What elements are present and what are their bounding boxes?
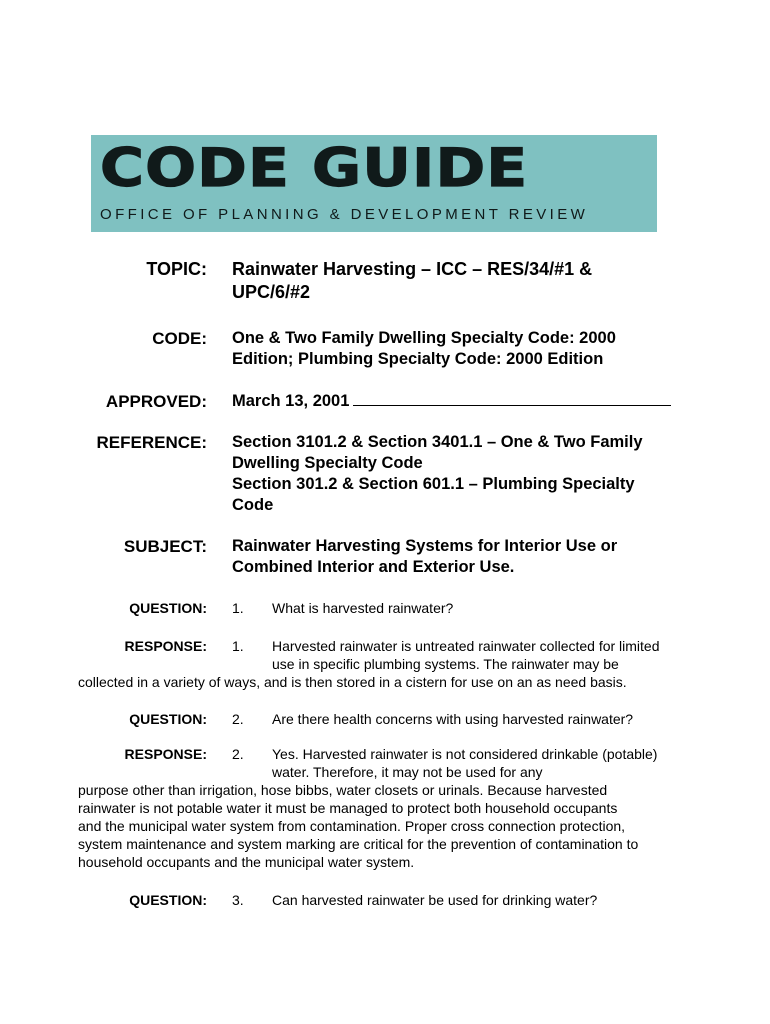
code-value: [232, 328, 702, 370]
response-label: RESPONSE:: [124, 638, 207, 654]
question-label: QUESTION:: [129, 711, 207, 727]
code-value-line: One & Two Family Dwelling Specialty Code: 2000: [232, 329, 616, 347]
topic-label: TOPIC:: [146, 259, 207, 279]
question-text: Are there health concerns with using harvested rainwater?: [272, 711, 634, 727]
banner-subtitle: OFFICE OF PLANNING & DEVELOPMENT REVIEW: [100, 206, 589, 223]
response-line: purpose other than irrigation, hose bibbs, water closets or urinals. Because harvested: [78, 782, 608, 798]
question-text: Can harvested rainwater be used for drinking water?: [272, 892, 598, 908]
approved-label: APPROVED:: [105, 392, 207, 411]
question-number: 3.: [232, 892, 244, 908]
response-line: system maintenance and system marking are critical for the prevention of contamination to: [78, 836, 639, 852]
response-text: [78, 745, 698, 871]
response-number: 2.: [232, 746, 244, 762]
approved-value: [232, 391, 702, 412]
response-line: water. Therefore, it may not be used for any: [272, 764, 543, 780]
code-label: CODE:: [152, 329, 207, 348]
reference-line: Section 301.2 & Section 601.1 – Plumbing Specialty: [232, 475, 635, 493]
reference-value: [232, 432, 702, 516]
response-number: 1.: [232, 638, 244, 654]
response-line: collected in a variety of ways, and is then stored in a cistern for use on an as need basis.: [78, 674, 627, 690]
approved-date: March 13, 2001: [232, 392, 350, 410]
response-line: Harvested rainwater is untreated rainwater collected for limited: [272, 638, 660, 654]
reference-label: REFERENCE:: [96, 433, 207, 452]
banner-title: CODE GUIDE: [100, 138, 529, 199]
question-label: QUESTION:: [129, 892, 207, 908]
reference-line: Code: [232, 496, 274, 514]
signature-line: [353, 391, 671, 406]
question-label: QUESTION:: [129, 600, 207, 616]
response-line: rainwater is not potable water it must be managed to protect both household occupants: [78, 800, 618, 816]
response-label: RESPONSE:: [124, 746, 207, 762]
reference-line: Dwelling Specialty Code: [232, 454, 423, 472]
question-number: 2.: [232, 711, 244, 727]
response-line: Yes. Harvested rainwater is not considered drinkable (potable): [272, 746, 658, 762]
subject-value: [232, 536, 702, 578]
response-line: household occupants and the municipal water system.: [78, 854, 415, 870]
subject-label: SUBJECT:: [123, 537, 207, 556]
subject-value-line: Combined Interior and Exterior Use.: [232, 558, 515, 576]
code-value-line: Edition; Plumbing Specialty Code: 2000 Edition: [232, 350, 604, 368]
subject-value-line: Rainwater Harvesting Systems for Interior Use or: [232, 537, 618, 555]
topic-value: [232, 258, 702, 304]
response-line: use in specific plumbing systems. The rainwater may be: [272, 656, 619, 672]
code-guide-banner: [91, 135, 657, 232]
topic-value-line: Rainwater Harvesting – ICC – RES/34/#1 &: [232, 259, 593, 279]
response-line: and the municipal water system from contamination. Proper cross connection protection,: [78, 818, 626, 834]
response-text: [78, 637, 698, 691]
reference-line: Section 3101.2 & Section 3401.1 – One & Two Family: [232, 433, 643, 451]
question-number: 1.: [232, 600, 244, 616]
topic-value-line: UPC/6/#2: [232, 282, 311, 302]
question-text: What is harvested rainwater?: [272, 600, 454, 616]
